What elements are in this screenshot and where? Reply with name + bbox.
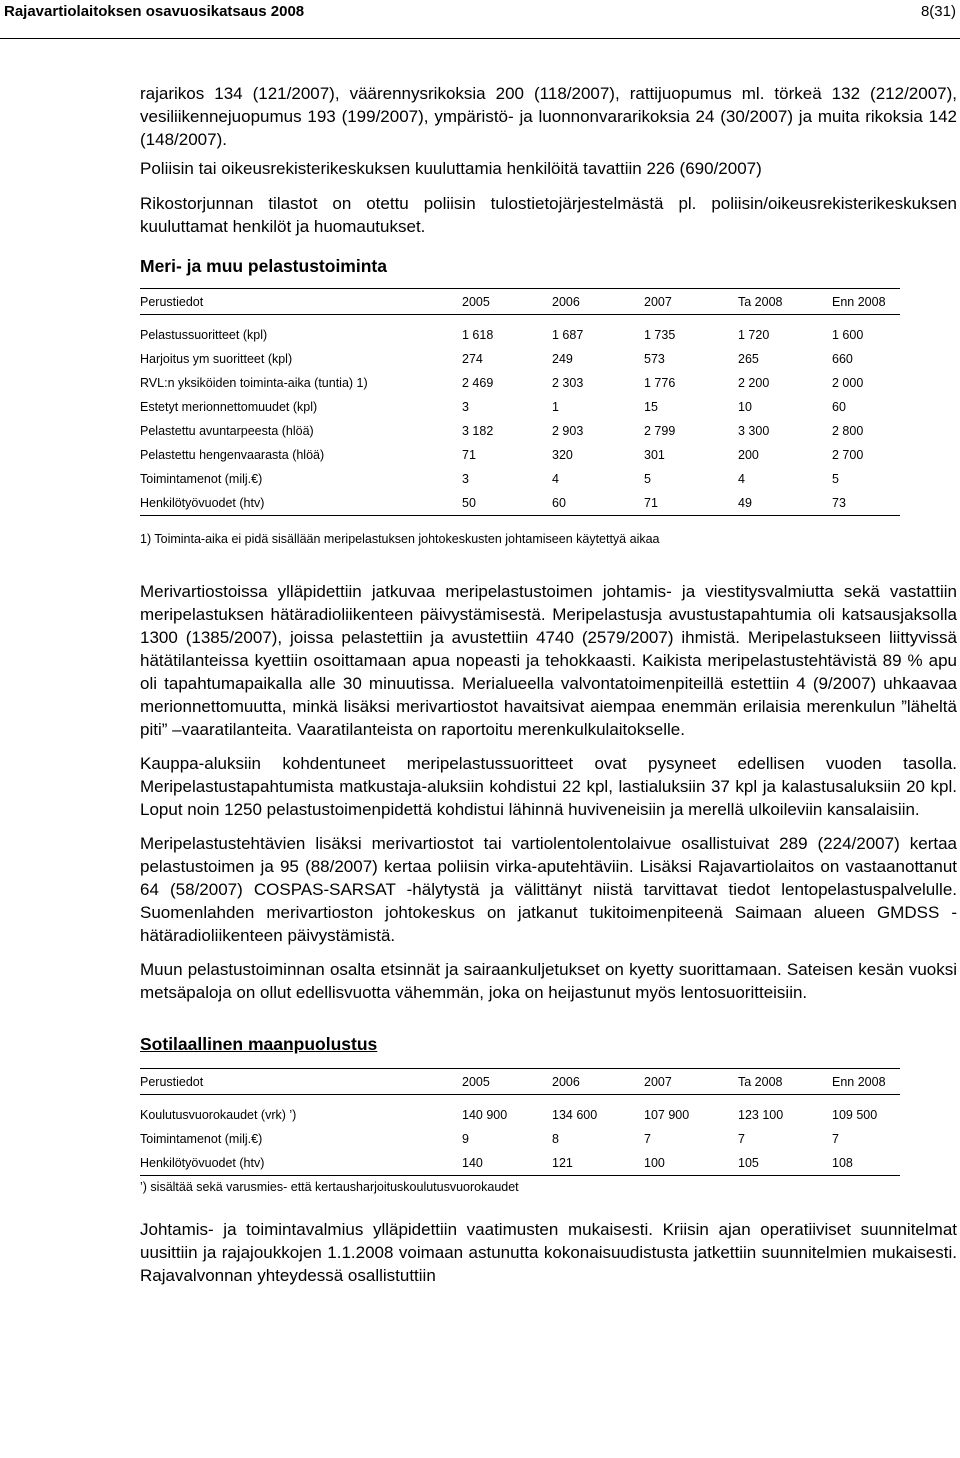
table-spacer-row [140,315,900,324]
table-row [140,371,900,395]
table-cell: 2 903 [552,424,584,438]
table-cell: 10 [738,400,752,414]
table-cell: 109 500 [832,1108,878,1122]
table-cell: 7 [738,1132,745,1146]
body-paragraph: Kauppa-aluksiin kohdentuneet meripelastussuoritteet ovat pysyneet edellisen vuoden tasolla. Meripelastustapahtumista matkustaja-aluksiin kohdistui 22 kpl, lastialuksiin 37 kpl ja kalastusaluksiin 20 kpl. Loput noin 1250 pelastustoimenpidettä kohdistui lähinnä huviveneisiin ja merellä ulkoileviin kansalaisiin. [140,754,957,819]
table-cell: 7 [832,1132,839,1146]
section-heading-military-defence: Sotilaallinen maanpuolustus [140,1034,378,1054]
table-cell: 2 700 [832,448,864,462]
table-cell: 4 [552,472,559,486]
document-title: Rajavartiolaitoksen osavuosikatsaus 2008 [4,3,305,20]
column-header: Perustiedot [140,1069,462,1095]
table-cell: 140 [462,1151,552,1176]
column-header: Ta 2008 [738,1069,832,1095]
table-cell: 71 [462,448,476,462]
table-cell: 301 [644,448,665,462]
table-cell: 134 600 [552,1108,598,1122]
table-cell: 140 900 [462,1108,508,1122]
intro-paragraph-crimes: rajarikos 134 (121/2007), väärennysrikoksia 200 (118/2007), rattijuopumus ml. törkeä 132 (212/2007), vesiliikennejuopumus 193 (199/2007), ympäristö- ja luonnonvararikoksia 24 (30/2007) ja muita rikoksia 142 (148/2007). [140,84,957,149]
table-cell: 60 [832,400,846,414]
column-header: Perustiedot [140,289,462,315]
table-row [140,1103,900,1127]
column-header: 2006 [552,1069,644,1095]
table-cell: Pelastettu avuntarpeesta (hlöä) [140,424,314,438]
table-cell: 73 [832,491,900,516]
table-cell: Henkilötyövuodet (htv) [140,491,462,516]
table-cell: Toimintamenot (milj.€) [140,1132,263,1146]
body-paragraph: Johtamis- ja toimintavalmius ylläpidettiin vaatimusten mukaisesti. Kriisin ajan operatiiviset suunnitelmat uusittiin ja rajajoukkojen 1.1.2008 voimaan astunutta kokonaisuudistusta jatkettiin suunnitelmien mukaisesti. Rajavalvonnan yhteydessä osallistuttiin [140,1220,957,1285]
table-spacer-row [140,1095,900,1104]
body-paragraph: Merivartiostoissa ylläpidettiin jatkuvaa meripelastustoimen johtamis- ja viestitysvalmiutta sekä vastattiin meripelastuksen hätäradioliikenteen päivystämisestä. Meripelastusja avustustapahtumia oli katsausjaksolla 1300 (1385/2007), joissa pelastettiin ja avustettiin 4740 (2579/2007) ihmistä. Meripelastukseen liittyvissä hätätilanteissa kyettiin osoittamaan apua nopeasti ja tehokkaasti. Kaikista meripelastustehtävistä 89 % apu oli tapahtumapaikalla alle 30 minuutissa. Merialueella valvontatoimenpiteillä estettiin 4 (9/2007) uhkaavaa merionnettomuutta, minkä lisäksi merivartiostot havaitsivat aiempaa enemmän erilaisia merenkulun ”läheltä piti” –vaaratilanteita. Vaaratilanteista on raportoitu merenkulkulaitokselle. [140,582,957,739]
column-header: 2007 [644,1069,738,1095]
table-row [140,419,900,443]
table-cell: 5 [644,472,651,486]
table-cell: 1 776 [644,376,676,390]
column-header: Enn 2008 [832,1069,900,1095]
table-cell: 100 [644,1151,738,1176]
intro-paragraph-wanted-persons: Poliisin tai oikeusrekisterikeskuksen kuuluttamia henkilöitä tavattiin 226 (690/2007) [140,159,762,178]
table-row [140,467,900,491]
intro-paragraph-statistics-source: Rikostorjunnan tilastot on otettu poliisin tulostietojärjestelmästä pl. poliisin/oikeusrekisterikeskuksen kuuluttamat henkilöt ja huomautukset. [140,194,957,236]
table-cell: 8 [552,1132,559,1146]
table-cell: 71 [644,491,738,516]
table-cell: 1 720 [738,328,770,342]
page-content [140,82,957,1287]
table-cell: 50 [462,491,552,516]
column-header: 2005 [462,1069,552,1095]
table-cell: 660 [832,352,853,366]
table-cell: 2 000 [832,376,864,390]
table-header-row [140,289,900,315]
table-cell: 2 800 [832,424,864,438]
table-row [140,1151,900,1176]
table-cell: 5 [832,472,839,486]
table-cell: Henkilötyövuodet (htv) [140,1151,462,1176]
table-cell: 200 [738,448,759,462]
table-cell: 9 [462,1132,469,1146]
page-header [0,0,960,39]
table-cell: 108 [832,1151,900,1176]
table-cell: 573 [644,352,665,366]
table-cell: Koulutusvuorokaudet (vrk) ’) [140,1108,297,1122]
column-header: Enn 2008 [832,289,900,315]
table-cell: 49 [738,491,832,516]
table-cell: 1 687 [552,328,584,342]
table-cell: 3 182 [462,424,494,438]
table-cell: 1 735 [644,328,676,342]
column-header: Ta 2008 [738,289,832,315]
table-row [140,1127,900,1151]
table-row [140,347,900,371]
table-cell: Pelastettu hengenvaarasta (hlöä) [140,448,325,462]
table-cell: 7 [644,1132,651,1146]
table-row [140,395,900,419]
section-heading-sea-rescue: Meri- ja muu pelastustoiminta [140,256,387,276]
military-defence-table [140,1068,900,1176]
table-cell: 2 303 [552,376,584,390]
table-cell: 1 600 [832,328,864,342]
table-cell: 249 [552,352,573,366]
table-cell: Toimintamenot (milj.€) [140,472,263,486]
table-row [140,443,900,467]
table-cell: 107 900 [644,1108,690,1122]
table-cell: 60 [552,491,644,516]
military-defence-footnote: ’) sisältää sekä varusmies- että kertausharjoituskoulutusvuorokaudet [140,1180,519,1194]
table-cell: 2 200 [738,376,770,390]
table-cell: 105 [738,1151,832,1176]
table-cell: Estetyt merionnettomuudet (kpl) [140,400,318,414]
table-cell: 2 799 [644,424,676,438]
table-cell: 4 [738,472,745,486]
table-cell: 3 300 [738,424,770,438]
sea-rescue-footnote: 1) Toiminta-aika ei pidä sisällään meripelastuksen johtokeskusten johtamiseen käytettyä aikaa [140,532,660,546]
table-cell: 1 [552,400,559,414]
page-number: 8(31) [920,3,956,20]
body-paragraph: Meripelastustehtävien lisäksi merivartiostot tai vartiolentolentolaivue osallistuivat 289 (224/2007) kertaa pelastustoimen ja 95 (88/2007) kertaa poliisin virka-aputehtäviin. Lisäksi Rajavartiolaitos on vastaanottanut 64 (58/2007) COSPAS-SARSAT -hälytystä ja välittänyt niistä tarvittavat tiedot lentopelastuspalvelulle. Suomenlahden merivartioston johtokeskus on jatkanut tukitoimenpiteenä Saimaan alueen GMDSS - hätäradioliikenteen päivystämistä. [140,834,957,945]
table-cell: 320 [552,448,573,462]
table-cell: Harjoitus ym suoritteet (kpl) [140,352,293,366]
table-cell: 1 618 [462,328,494,342]
table-cell: RVL:n yksiköiden toiminta-aika (tuntia) 1) [140,376,368,390]
table-cell: 2 469 [462,376,494,390]
table-cell: 265 [738,352,759,366]
table-row [140,491,900,516]
column-header: 2007 [644,289,738,315]
body-paragraph: Muun pelastustoiminnan osalta etsinnät ja sairaankuljetukset on kyetty suorittamaan. Sateisen kesän vuoksi metsäpaloja on ollut edellisvuotta vähemmän, joka on heijastunut myös lentosuoritteisiin. [140,960,957,1002]
table-cell: 15 [644,400,658,414]
table-cell: 123 100 [738,1108,784,1122]
table-cell: Pelastussuoritteet (kpl) [140,328,268,342]
table-cell: 3 [462,400,469,414]
sea-rescue-table [140,288,900,516]
table-header-row [140,1069,900,1095]
table-cell: 121 [552,1151,644,1176]
table-row [140,323,900,347]
table-cell: 3 [462,472,469,486]
column-header: 2005 [462,289,552,315]
table-cell: 274 [462,352,483,366]
column-header: 2006 [552,289,644,315]
